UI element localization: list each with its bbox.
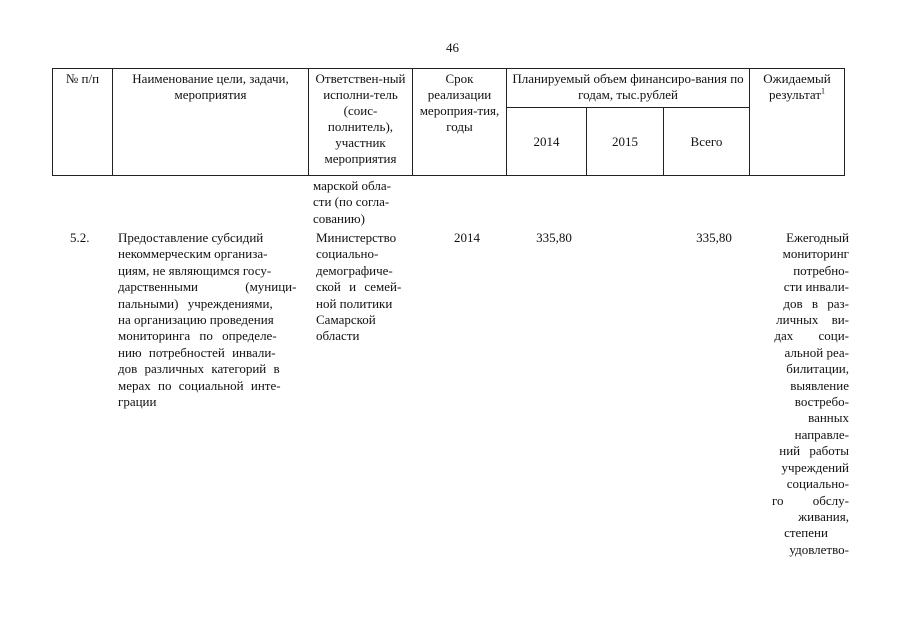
row-number: 5.2. [70, 230, 90, 245]
text-line: сти инвали- [783, 279, 849, 295]
text-line: ванных [808, 410, 849, 426]
text-line: выявление [790, 377, 849, 393]
text-line: ской и семей- [316, 279, 402, 295]
row-amount-total: 335,80 [696, 230, 732, 245]
text-line: дов в раз- [783, 295, 849, 311]
text-line: социально- [316, 246, 379, 262]
text-line: области [316, 328, 360, 344]
text-line: Министерство [316, 230, 397, 245]
header-result-label: Ожидаемый результат [763, 71, 831, 102]
header-executor: Ответствен-ный исполни-тель (соис-полнитель), участник мероприятия [309, 69, 413, 176]
executor-continuation [313, 178, 417, 227]
text-line: марской обла- [313, 178, 391, 193]
text-line: востребо- [794, 394, 849, 410]
text-line: билитации, [786, 361, 849, 377]
row-amount-2014: 335,80 [536, 230, 572, 245]
text-line: сти (по согла- [313, 194, 390, 210]
header-year-2015: 2015 [587, 108, 664, 176]
row-name [118, 230, 306, 410]
row-executor [316, 230, 420, 345]
footnote-marker: 1 [821, 86, 826, 96]
text-line: альной реа- [784, 344, 849, 360]
text-line: некоммерческим организа- [118, 246, 268, 262]
text-line: дов различных категорий в [118, 361, 280, 377]
text-line: личных ви- [776, 312, 849, 328]
header-table [52, 68, 845, 176]
header-number: № п/п [53, 69, 113, 176]
text-line: пальными) учреждениями, [118, 295, 273, 311]
text-line: мерах по социальной инте- [118, 377, 281, 393]
text-line: сованию) [313, 210, 365, 226]
row-period: 2014 [454, 230, 480, 245]
text-line: мониторинга по определе- [118, 328, 277, 344]
header-year-total: Всего [664, 108, 750, 176]
text-line: учреждений [781, 459, 849, 475]
text-line: направле- [794, 426, 849, 442]
row-result [763, 230, 849, 558]
text-line: на организацию проведения [118, 312, 274, 328]
text-line: потребно- [793, 262, 849, 278]
header-result [750, 69, 845, 176]
text-line: Самарской [316, 312, 376, 328]
text-line: нию потребностей инвали- [118, 344, 276, 360]
text-line: Ежегодный [786, 230, 849, 245]
text-line: циям, не являющимся госу- [118, 262, 272, 278]
text-line: го обслу- [772, 492, 849, 508]
text-line: дарственными (муници- [118, 279, 297, 295]
text-line: Предоставление субсидий [118, 230, 264, 245]
header-period: Срок реализации мероприя-тия, годы [413, 69, 507, 176]
text-line: дах соци- [774, 328, 849, 344]
text-line: демографиче- [316, 262, 393, 278]
text-line: живания, [798, 508, 849, 524]
page-number: 46 [446, 40, 459, 55]
text-line: ний работы [779, 443, 849, 459]
header-name: Наименование цели, задачи, мероприятия [113, 69, 309, 176]
text-line: ной политики [316, 295, 393, 311]
header-finance: Планируемый объем финансиро-вания по годам, тыс.рублей [507, 69, 750, 108]
text-line: грации [118, 394, 157, 410]
text-line: мониторинг [782, 246, 849, 262]
text-line: степени [784, 525, 828, 541]
text-line: социально- [786, 476, 849, 492]
header-year-2014: 2014 [507, 108, 587, 176]
text-line: удовлетво- [789, 541, 849, 557]
